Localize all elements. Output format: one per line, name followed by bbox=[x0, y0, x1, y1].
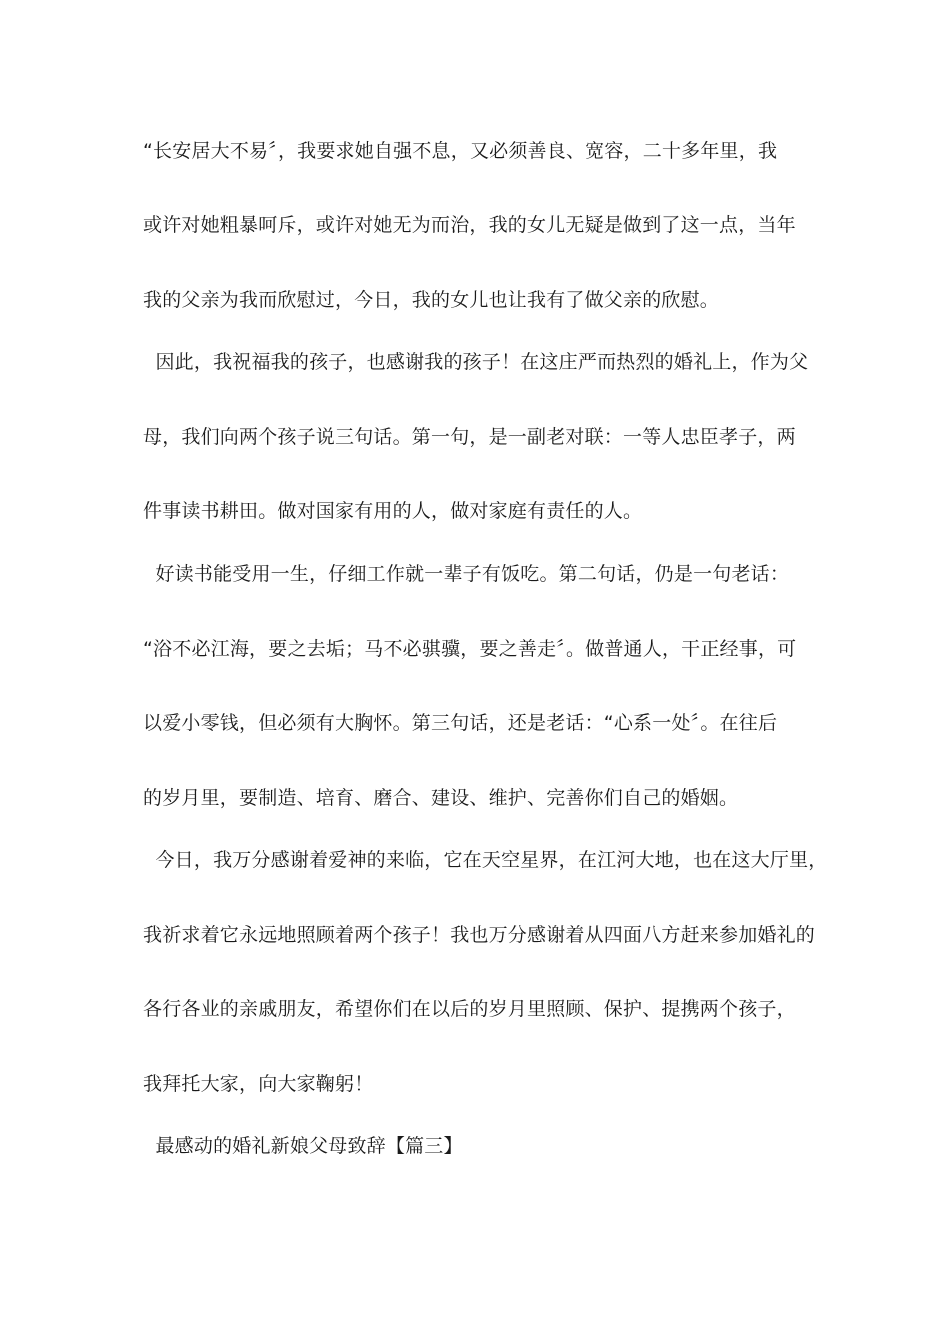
text-line-1: “长安居大不易〞，我要求她自强不息，又必须善良、宽容，二十多年里，我 bbox=[143, 140, 778, 162]
text-line-2: 或许对她粗暴呵斥，或许对她无为而治，我的女儿无疑是做到了这一点，当年 bbox=[143, 214, 796, 236]
text-line-3: 我的父亲为我而欣慰过，今日，我的女儿也让我有了做父亲的欣慰。 bbox=[143, 289, 720, 311]
text-line-7: 好读书能受用一生，仔细工作就一辈子有饭吃。第二句话，仍是一句老话： bbox=[143, 563, 790, 585]
text-line-6: 件事读书耕田。做对国家有用的人，做对家庭有责任的人。 bbox=[143, 500, 643, 522]
text-line-12: 我祈求着它永远地照顾着两个孩子！我也万分感谢着从四面八方赶来参加婚礼的 bbox=[143, 924, 816, 946]
section-heading: 最感动的婚礼新娘父母致辞【篇三】 bbox=[143, 1135, 463, 1157]
text-line-9: 以爱小零钱，但必须有大胸怀。第三句话，还是老话：“心系一处〞。在往后 bbox=[143, 712, 778, 734]
text-line-11: 今日，我万分感谢着爱神的来临，它在天空星界，在江河大地，也在这大厅里， bbox=[143, 849, 828, 871]
text-line-13: 各行各业的亲戚朋友，希望你们在以后的岁月里照顾、保护、提携两个孩子， bbox=[143, 998, 796, 1020]
text-line-8: “浴不必江海，要之去垢；马不必骐骥，要之善走〞。做普通人，干正经事，可 bbox=[143, 638, 797, 660]
text-line-5: 母，我们向两个孩子说三句话。第一句，是一副老对联：一等人忠臣孝子，两 bbox=[143, 426, 796, 448]
text-line-4: 因此，我祝福我的孩子，也感谢我的孩子！在这庄严而热烈的婚礼上，作为父 bbox=[143, 351, 809, 373]
text-line-14: 我拜托大家，向大家鞠躬！ bbox=[143, 1073, 374, 1095]
text-line-10: 的岁月里，要制造、培育、磨合、建设、维护、完善你们自己的婚姻。 bbox=[143, 787, 739, 809]
